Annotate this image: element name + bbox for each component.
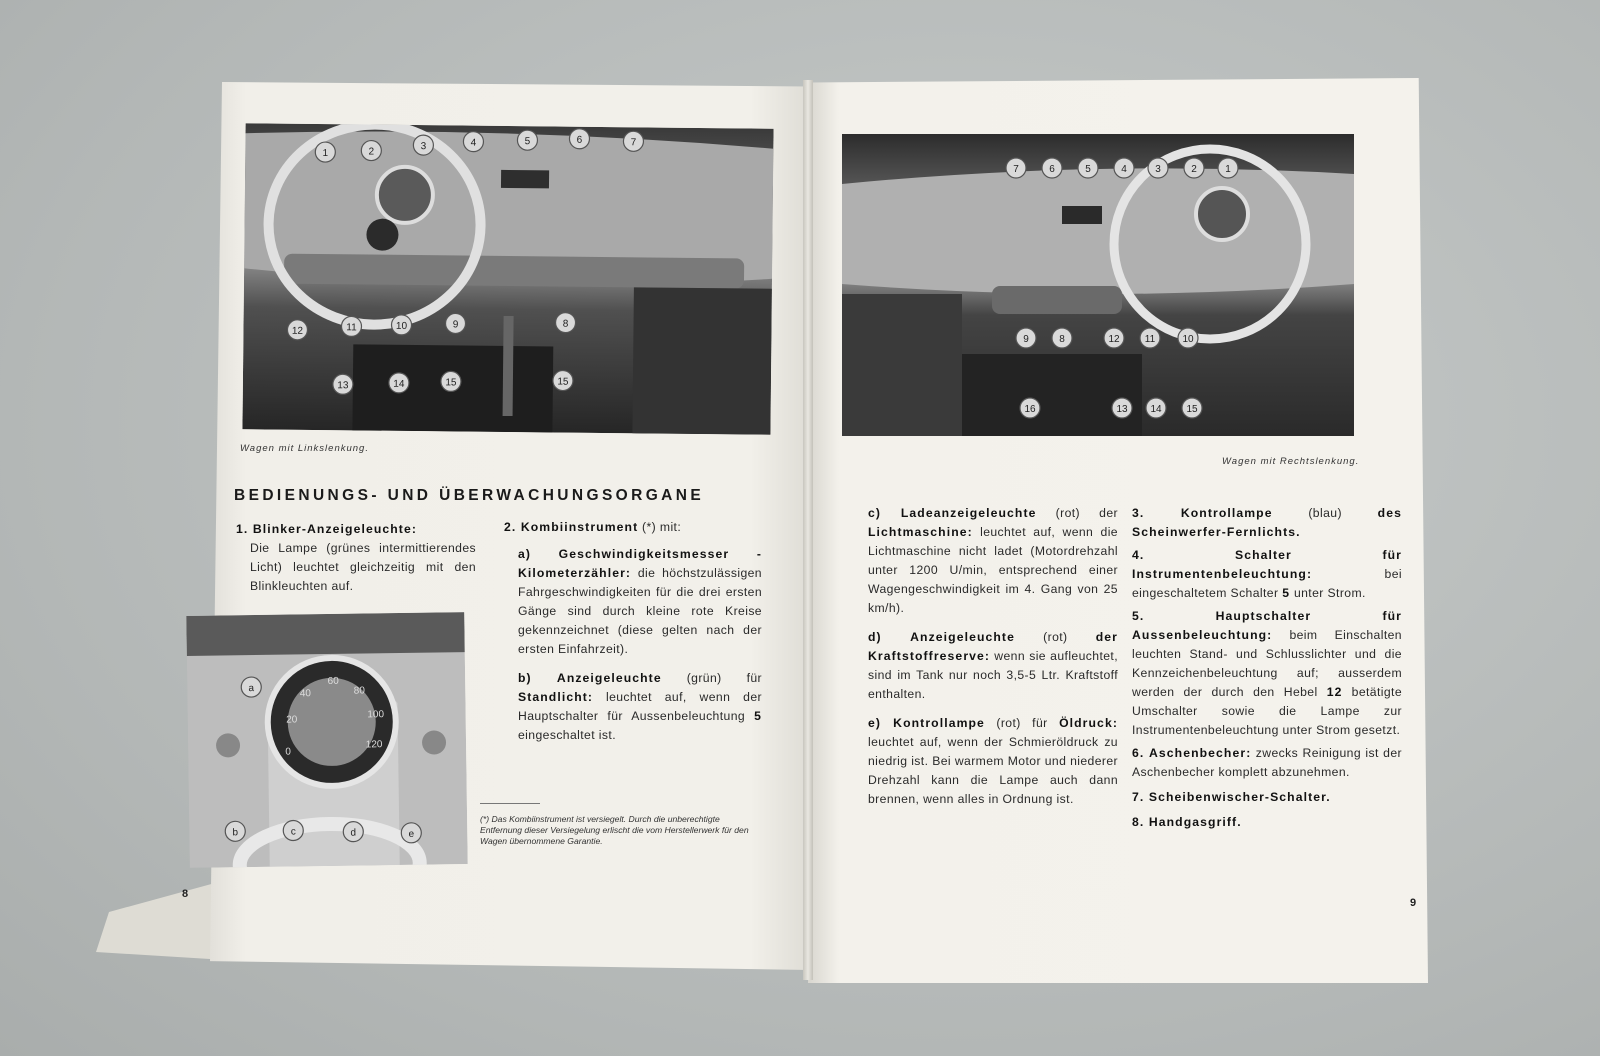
item-2d	[868, 628, 1118, 704]
svg-text:2: 2	[368, 146, 375, 158]
right-photo-callouts	[842, 134, 1354, 436]
svg-text:6: 6	[1049, 164, 1055, 175]
item-2b	[504, 669, 762, 745]
item-2-title: 2. Kombiinstrument	[504, 520, 639, 534]
callout-marker	[445, 313, 465, 333]
svg-text:5: 5	[1085, 164, 1091, 175]
item-1-title: 1. Blinker-Anzeigeleuchte:	[236, 522, 417, 536]
item-7	[1132, 788, 1402, 807]
item-2e-title2: Öldruck:	[1059, 716, 1118, 730]
item-5-text-1: beim Einschalten leuchten Stand- und Schlusslichter und die Kennzeichenbeleuchtung auf; ausserdem werden der durch den Hebel	[1132, 628, 1402, 699]
callout-marker	[333, 374, 353, 394]
callout-marker	[1020, 398, 1040, 418]
page-number-right: 9	[1410, 897, 1417, 909]
callout-marker	[1184, 158, 1204, 178]
svg-text:15: 15	[557, 376, 569, 388]
svg-text:12: 12	[291, 325, 304, 337]
callout-marker	[1042, 158, 1062, 178]
item-4-title: 4. Schalter für Instrumentenbeleuchtung:	[1132, 548, 1402, 581]
callout-marker	[1006, 158, 1026, 178]
right-photo-caption: Wagen mit Rechtslenkung.	[1222, 456, 1360, 467]
item-5-num: 12	[1326, 685, 1343, 699]
item-1-text: Die Lampe (grünes intermittierendes Licht) leuchtet gleichzeitig mit den Blinkleuchten auf.	[250, 541, 476, 593]
callout-marker	[441, 371, 461, 391]
left-photo-callouts	[242, 123, 773, 435]
item-3	[1132, 504, 1402, 542]
section-heading: BEDIENUNGS- UND ÜBERWACHUNGSORGANE	[234, 487, 705, 504]
item-2c-color: (rot)	[1055, 506, 1081, 520]
callout-marker	[413, 135, 433, 155]
item-2d-title: d) Anzeigeleuchte	[868, 630, 1015, 644]
svg-text:40: 40	[299, 688, 311, 700]
callout-marker	[1182, 398, 1202, 418]
svg-text:4: 4	[470, 137, 477, 149]
item-2d-text: wenn sie aufleuchtet, sind im Tank nur noch 3,5-5 Ltr. Kraftstoff enthalten.	[868, 649, 1118, 701]
item-3-color: (blau)	[1308, 506, 1342, 520]
speedometer-photo	[186, 612, 467, 868]
item-4-end: unter Strom.	[1293, 586, 1366, 600]
callout-marker	[343, 822, 363, 842]
item-2b-text: leuchtet auf, wenn der Hauptschalter für Aussenbeleuchtung	[518, 690, 762, 723]
item-2e-text: leuchtet auf, wenn der Schmieröldruck zu niedrig ist. Bei warmem Motor und niederer Drehzahl kann die Lampe auch dann brennen, wenn alles in Ordnung ist.	[868, 735, 1118, 806]
callout-marker	[1178, 328, 1198, 348]
svg-text:13: 13	[337, 380, 349, 392]
callout-marker	[225, 821, 245, 841]
svg-text:60: 60	[327, 675, 339, 687]
svg-text:11: 11	[1144, 334, 1156, 345]
item-5	[1132, 607, 1402, 740]
item-1	[236, 520, 476, 596]
item-2b-num: 5	[754, 709, 762, 723]
item-2-suffix: (*) mit:	[642, 520, 682, 534]
callout-marker	[553, 370, 573, 390]
item-2a-title: a) Geschwindigkeitsmesser - Kilometerzähler:	[518, 547, 762, 580]
item-4	[1132, 546, 1402, 603]
item-7-title: 7. Scheibenwischer-Schalter.	[1132, 790, 1331, 804]
callout-marker	[391, 315, 411, 335]
callout-marker	[389, 373, 409, 393]
svg-text:5: 5	[524, 136, 531, 148]
item-2b-title: b) Anzeigeleuchte	[518, 671, 662, 685]
callout-marker	[1148, 158, 1168, 178]
svg-text:20: 20	[286, 714, 298, 726]
svg-text:7: 7	[1013, 164, 1019, 175]
right-dashboard-photo	[842, 134, 1354, 436]
callout-marker	[315, 142, 335, 162]
callout-marker	[361, 140, 381, 160]
item-6-text: zwecks Reinigung ist der Aschenbecher komplett abzunehmen.	[1132, 746, 1402, 779]
item-2c-title: c) Ladeanzeigeleuchte	[868, 506, 1037, 520]
footnote-rule	[480, 803, 540, 804]
svg-text:0: 0	[285, 746, 292, 758]
item-5-text-2: betätigte Umschalter sowie die Lampe zur Instrumentenbeleuchtung unter Strom gesetzt.	[1132, 685, 1402, 737]
item-2d-title2: der Kraftstoffreserve:	[868, 630, 1118, 663]
item-5-title: 5. Hauptschalter für Aussenbeleuchtung:	[1132, 609, 1402, 642]
svg-text:9: 9	[452, 319, 459, 331]
item-2c-der: der	[1099, 506, 1118, 520]
svg-text:10: 10	[1182, 334, 1194, 345]
svg-text:14: 14	[1150, 404, 1162, 415]
speedo-scale	[284, 675, 385, 757]
callout-marker	[1016, 328, 1036, 348]
item-2a	[504, 545, 762, 659]
svg-text:120: 120	[365, 739, 383, 751]
item-6	[1132, 744, 1402, 782]
svg-text:9: 9	[1023, 334, 1029, 345]
svg-text:100: 100	[367, 709, 385, 721]
left-dashboard-photo	[242, 123, 773, 435]
svg-text:d: d	[350, 827, 357, 839]
item-3-title: 3. Kontrollampe	[1132, 506, 1273, 520]
callout-marker	[569, 129, 589, 149]
item-4-text: bei eingeschaltetem Schalter	[1132, 567, 1402, 600]
left-photo-caption: Wagen mit Linkslenkung.	[240, 443, 369, 454]
item-2e-color: (rot) für	[996, 716, 1048, 730]
callout-marker	[1104, 328, 1124, 348]
svg-text:8: 8	[1059, 334, 1065, 345]
item-8-title: 8. Handgasgriff.	[1132, 815, 1242, 829]
svg-text:c: c	[290, 826, 296, 838]
item-3-title2: des Scheinwerfer-Fernlichts.	[1132, 506, 1402, 539]
svg-text:12: 12	[1108, 334, 1120, 345]
item-6-title: 6. Aschenbecher:	[1132, 746, 1252, 760]
callout-marker	[241, 677, 261, 697]
callout-marker	[623, 131, 643, 151]
callout-marker	[283, 820, 303, 840]
right-column-1	[868, 504, 1118, 809]
svg-text:a: a	[248, 683, 255, 695]
footnote: (*) Das Kombiinstrument ist versiegelt. Durch die unberechtigte Entfernung dieser Versiegelung erlischt die vom Herstellerwerk für den Wagen übernommene Garantie.	[480, 814, 749, 846]
svg-text:13: 13	[1116, 404, 1128, 415]
svg-text:16: 16	[1024, 404, 1036, 415]
svg-text:1: 1	[322, 148, 329, 160]
svg-text:15: 15	[1186, 404, 1198, 415]
item-2c	[868, 504, 1118, 618]
svg-text:e: e	[408, 828, 415, 840]
booklet-spine	[803, 80, 813, 980]
callout-marker	[1114, 158, 1134, 178]
item-2c-text: leuchtet auf, wenn die Lichtmaschine nicht ladet (Motordrehzahl unter 1200 U/min, entsprechend einer Wagengeschwindigkeit im 4. Gang von 25 km/h).	[868, 525, 1118, 615]
svg-text:3: 3	[1155, 164, 1161, 175]
svg-text:14: 14	[393, 378, 405, 390]
svg-text:10: 10	[395, 320, 408, 332]
item-2a-text: die höchstzulässigen Fahrgeschwindigkeiten für die drei ersten Gänge sind durch kleine rote Kreise gekennzeichnet (diese gelten nach der ersten Einfahrzeit).	[518, 566, 762, 656]
svg-text:1: 1	[1225, 164, 1231, 175]
callout-marker	[517, 130, 537, 150]
callout-marker	[1052, 328, 1072, 348]
item-4-num: 5	[1282, 586, 1291, 600]
item-2e	[868, 714, 1118, 809]
item-2d-color: (rot)	[1043, 630, 1068, 644]
callout-marker	[1078, 158, 1098, 178]
page-number-left: 8	[182, 888, 189, 900]
item-8	[1132, 813, 1402, 832]
svg-text:11: 11	[346, 322, 357, 334]
callout-marker	[1112, 398, 1132, 418]
callout-marker	[287, 320, 307, 340]
callout-marker	[1146, 398, 1166, 418]
callout-marker	[463, 132, 483, 152]
item-2b-end: eingeschaltet ist.	[518, 728, 616, 742]
callout-marker	[401, 823, 421, 843]
svg-text:b: b	[232, 827, 239, 839]
item-2b-color: (grün) für	[686, 671, 762, 685]
right-column-2	[1132, 504, 1402, 832]
item-2	[504, 518, 762, 745]
svg-text:4: 4	[1121, 164, 1127, 175]
callout-marker	[1218, 158, 1238, 178]
callout-marker	[555, 313, 575, 333]
svg-text:2: 2	[1191, 164, 1197, 175]
item-2c-title2: Lichtmaschine:	[868, 525, 973, 539]
svg-text:15: 15	[445, 377, 457, 389]
svg-text:6: 6	[576, 134, 583, 146]
speedometer-callouts	[186, 612, 467, 868]
svg-text:7: 7	[630, 137, 637, 149]
svg-text:80: 80	[353, 685, 365, 697]
item-2b-title2: Standlicht:	[518, 690, 594, 704]
item-2e-title: e) Kontrollampe	[868, 716, 985, 730]
svg-text:3: 3	[420, 141, 427, 153]
callout-marker	[1140, 328, 1160, 348]
callout-marker	[341, 316, 361, 336]
svg-text:8: 8	[562, 318, 569, 330]
